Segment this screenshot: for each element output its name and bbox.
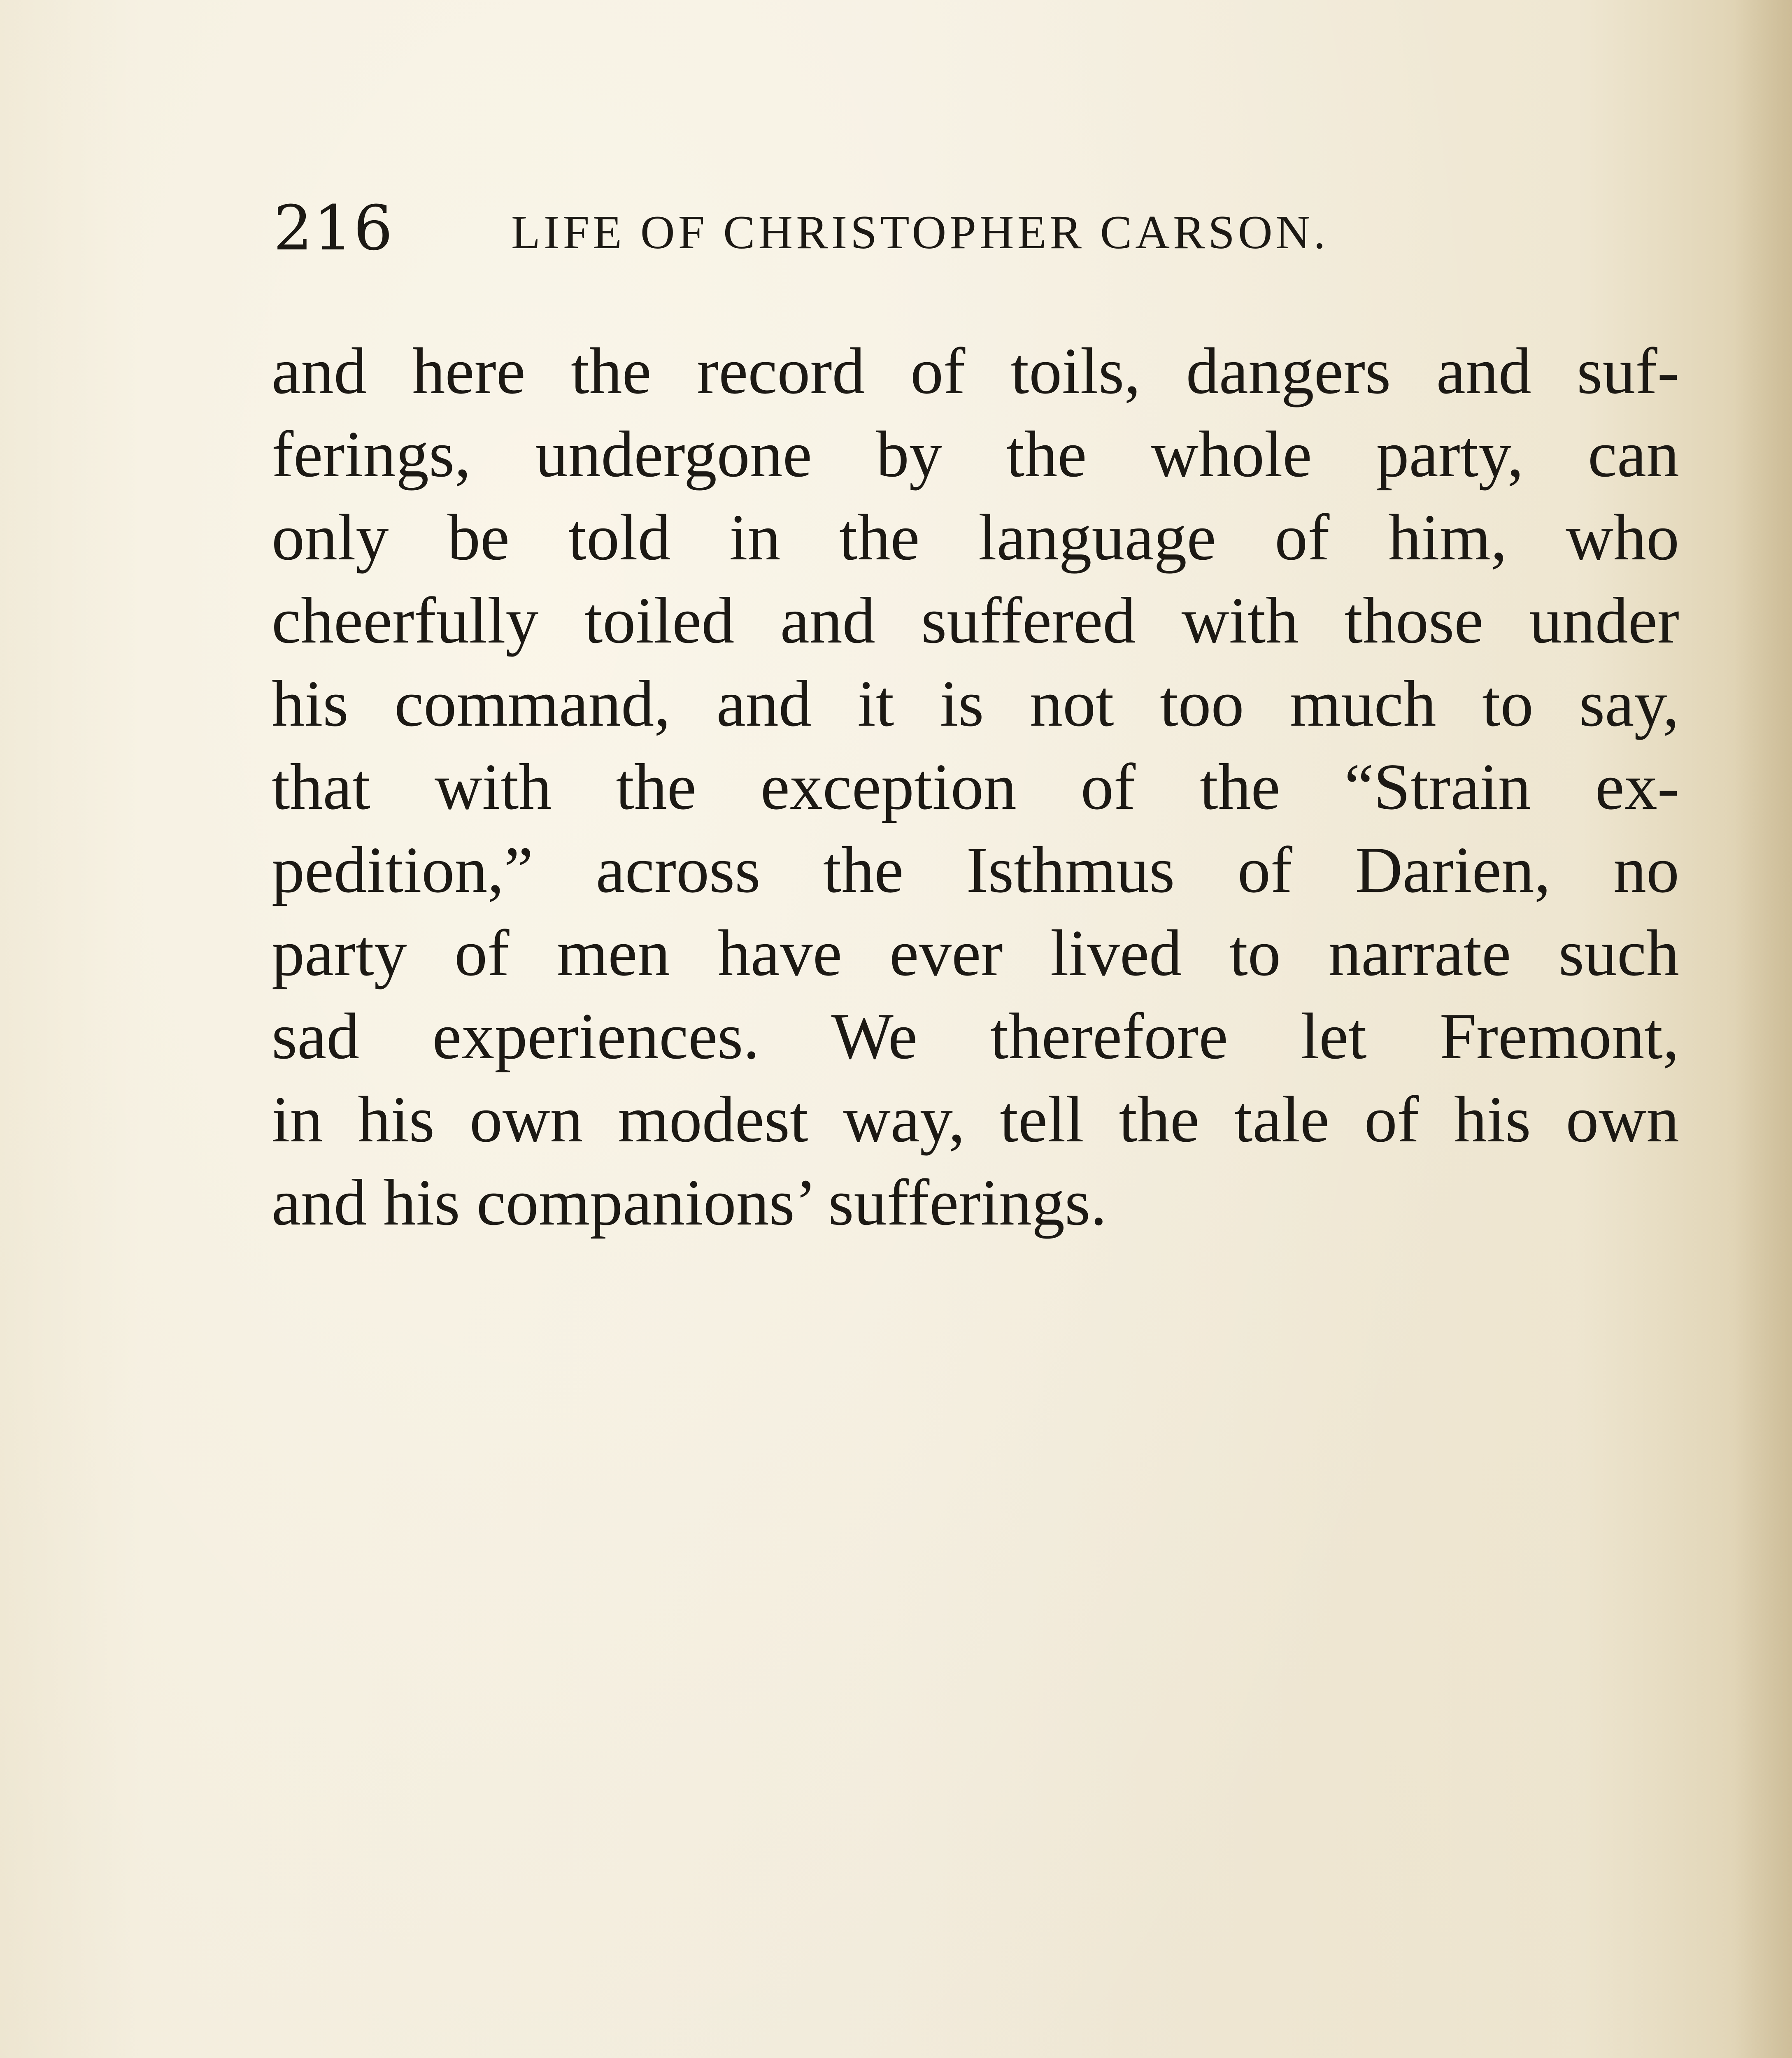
page-number: 216 bbox=[273, 193, 394, 264]
text-line: sad experiences. We therefore let Fremont, bbox=[272, 999, 1679, 1073]
text-line: and here the record of toils, dangers and suf- bbox=[272, 334, 1679, 407]
text-line: party of men have ever lived to narrate such bbox=[272, 916, 1679, 989]
running-head: LIFE OF CHRISTOPHER CARSON. bbox=[511, 206, 1329, 259]
text-line: that with the exception of the “Strain ex- bbox=[272, 750, 1679, 823]
text-line: in his own modest way, tell the tale of his own bbox=[272, 1083, 1679, 1156]
text-line: cheerfully toiled and suffered with those under bbox=[272, 584, 1679, 657]
text-line: only be told in the language of him, who bbox=[272, 501, 1679, 574]
text-line-last: and his companions’ sufferings. bbox=[272, 1166, 1107, 1239]
text-line: his command, and it is not too much to say, bbox=[272, 667, 1679, 740]
page-edge-shadow bbox=[1734, 0, 1792, 2058]
text-line: pedition,” across the Isthmus of Darien, no bbox=[272, 833, 1679, 906]
page-header bbox=[273, 187, 1681, 270]
body-paragraph bbox=[272, 329, 1679, 1244]
text-line: ferings, undergone by the whole party, can bbox=[272, 417, 1679, 491]
